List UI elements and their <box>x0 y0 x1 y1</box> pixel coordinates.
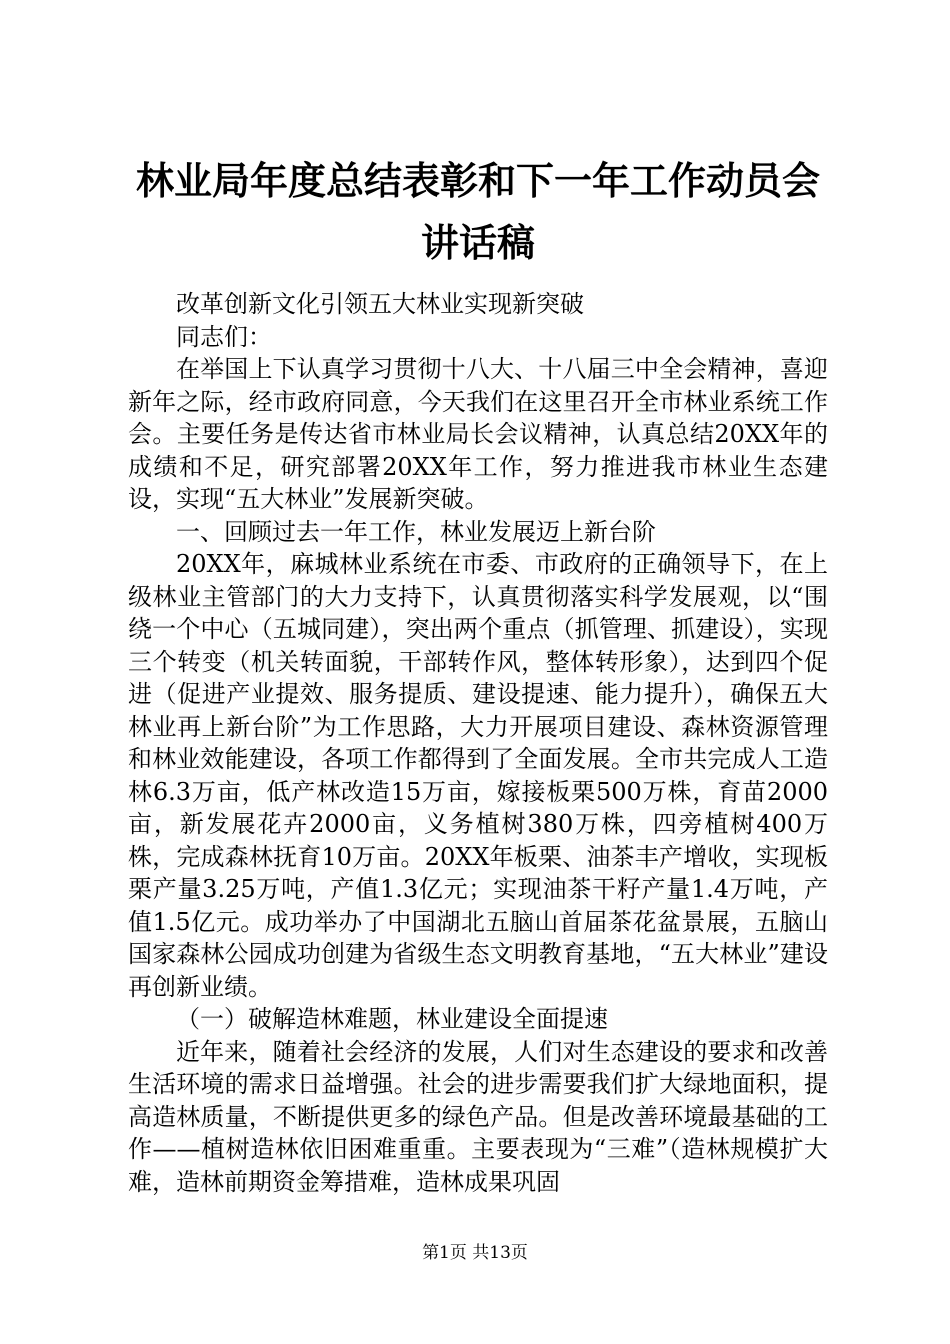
document-body <box>128 288 828 1198</box>
salutation-paragraph: 同志们： <box>176 322 272 351</box>
subsection-heading: （一）破解造林难题，林业建设全面提速 <box>176 1005 608 1033</box>
body-paragraph: 近年来，随着社会经济的发展，人们对生态建设的要求和改善生活环境的需求日益增强。社会的进步需要我们扩大绿地面积，提高造林质量，不断提供更多的绿色产品。但是改善环境最基础的工作——植树造林依旧困难重重。主要表现为“三难”（造林规模扩大难，造林前期资金筹措难，造林成果巩固 <box>128 1037 828 1196</box>
document-title: 林业局年度总结表彰和下一年工作动员会讲话稿 <box>135 158 820 265</box>
page-footer: 第1页 共13页 <box>422 1243 528 1263</box>
body-paragraph: 20XX年，麻城林业系统在市委、市政府的正确领导下，在上级林业主管部门的大力支持下，认真贯彻落实科学发展观，以“围绕一个中心（五城同建），突出两个重点（抓管理、抓建设），实现三个转变（机关转面貌，干部转作风，整体转形象），达到四个促进（促进产业提效、服务提质、建设提速、能力提升），确保五大林业再上新台阶”为工作思路，大力开展项目建设、森林资源管理和林业效能建设，各项工作都得到了全面发展。全市共完成人工造林6.3万亩，低产林改造15万亩，嫁接板栗500万株，育苗2000亩，新发展花卉2000亩，义务植树380万株，四旁植树400万株，完成森林抚育10万亩。20XX年板栗、油茶丰产增收，实现板栗产量3.25万吨，产值1.3亿元；实现油茶干籽产量1.4万吨，产值1.5亿元。成功举办了中国湖北五脑山首届茶花盆景展，五脑山国家森林公园成功创建为省级生态文明教育基地，“五大林业”建设再创新业绩。 <box>128 550 828 1001</box>
section-heading: 一、回顾过去一年工作，林业发展迈上新台阶 <box>176 517 656 546</box>
body-paragraph: 在举国上下认真学习贯彻十八大、十八届三中全会精神，喜迎新年之际，经市政府同意，今天我们在这里召开全市林业系统工作会。主要任务是传达省市林业局长会议精神，认真总结20XX年的成绩和不足，研究部署20XX年工作，努力推进我市林业生态建设，实现“五大林业”发展新突破。 <box>128 355 828 513</box>
subtitle-paragraph: 改革创新文化引领五大林业实现新突破 <box>176 290 584 318</box>
document-page <box>128 150 828 1198</box>
